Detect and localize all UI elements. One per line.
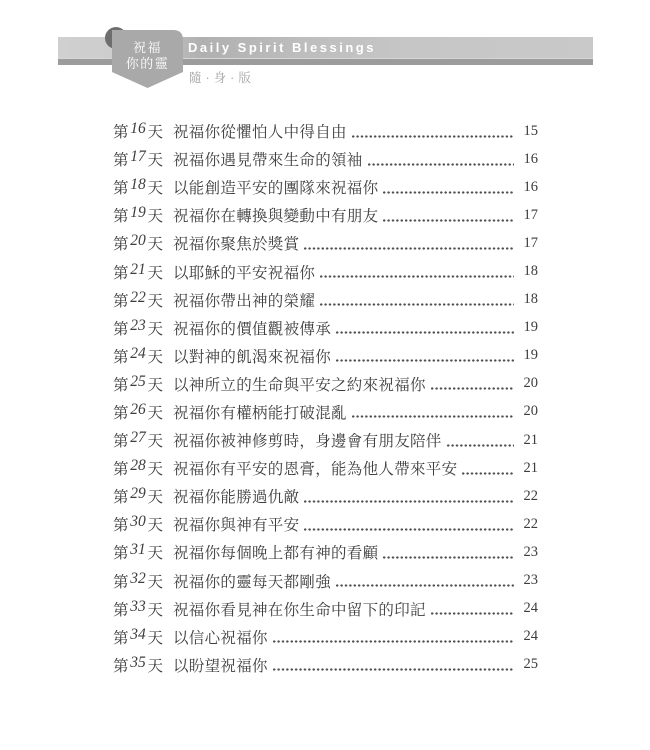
- day-prefix: 第: [113, 124, 129, 142]
- page-number: 18: [523, 291, 538, 308]
- dot-leader: [336, 359, 514, 362]
- day-prefix: 第: [113, 657, 129, 675]
- entry-title: 以神所立的生命與平安之約來祝福你: [173, 376, 426, 394]
- day-label: [113, 120, 163, 142]
- dot-leader: [336, 584, 514, 587]
- page-number: 19: [523, 347, 538, 364]
- day-prefix: 第: [113, 629, 129, 647]
- dot-leader: [462, 472, 514, 475]
- day-prefix: 第: [113, 152, 129, 170]
- day-prefix: 第: [113, 404, 129, 422]
- entry-title: 以對神的飢渴來祝福你: [173, 348, 332, 366]
- day-label: [113, 289, 163, 311]
- entry-title: 祝福你能勝過仇敵: [173, 489, 300, 507]
- entry-title: 祝福你的靈每天都剛強: [173, 573, 332, 591]
- day-number: 35: [130, 653, 146, 671]
- day-label: [113, 204, 163, 226]
- dot-leader: [336, 331, 514, 334]
- day-label: [113, 176, 163, 198]
- day-prefix: 第: [113, 320, 129, 338]
- page-number: 19: [523, 319, 538, 336]
- day-number: 25: [130, 372, 146, 390]
- day-suffix: 天: [147, 264, 163, 282]
- entry-title: 祝福你遇見帶來生命的領袖: [173, 152, 363, 170]
- day-suffix: 天: [147, 517, 163, 535]
- day-number: 16: [130, 120, 146, 138]
- page-number: 20: [523, 375, 538, 392]
- toc-entry: [113, 229, 538, 257]
- toc-entry: [113, 510, 538, 538]
- page-number: 23: [523, 572, 538, 589]
- entry-title: 以盼望祝福你: [173, 657, 268, 675]
- day-number: 20: [130, 232, 146, 250]
- day-label: [113, 570, 163, 592]
- toc-entry: [113, 482, 538, 510]
- day-number: 34: [130, 625, 146, 643]
- page-number: 23: [523, 543, 538, 560]
- day-number: 22: [130, 288, 146, 306]
- toc-entry: [113, 538, 538, 566]
- day-number: 31: [130, 541, 146, 559]
- page-number: 16: [523, 178, 538, 195]
- day-suffix: 天: [147, 292, 163, 310]
- page-number: 20: [523, 403, 538, 420]
- day-suffix: 天: [147, 404, 163, 422]
- dot-leader: [368, 163, 514, 166]
- toc-entry: [113, 370, 538, 398]
- day-suffix: 天: [147, 489, 163, 507]
- day-prefix: 第: [113, 461, 129, 479]
- entry-title: 祝福你與神有平安: [173, 517, 300, 535]
- entry-title: 祝福你有權柄能打破混亂: [173, 404, 347, 422]
- entry-title: 祝福你被神修剪時，身邊會有朋友陪伴: [173, 433, 442, 451]
- dot-leader: [320, 275, 514, 278]
- day-suffix: 天: [147, 124, 163, 142]
- day-number: 17: [130, 148, 146, 166]
- toc-entry: [113, 454, 538, 482]
- ribbon-title-line1: 祝福: [132, 40, 163, 55]
- day-label: [113, 261, 163, 283]
- entry-title: 祝福你看見神在你生命中留下的印記: [173, 601, 426, 619]
- day-suffix: 天: [147, 601, 163, 619]
- day-prefix: 第: [113, 180, 129, 198]
- toc-entry: [113, 595, 538, 623]
- dot-leader: [383, 191, 514, 194]
- day-prefix: 第: [113, 236, 129, 254]
- toc-entry: [113, 286, 538, 314]
- day-suffix: 天: [147, 180, 163, 198]
- toc-list: [113, 117, 538, 679]
- page-number: 17: [523, 206, 538, 223]
- day-number: 21: [130, 260, 146, 278]
- entry-title: 祝福你聚焦於獎賞: [173, 236, 300, 254]
- page-number: 21: [523, 431, 538, 448]
- dot-leader: [352, 135, 514, 138]
- day-prefix: 第: [113, 348, 129, 366]
- entry-title: 以能創造平安的團隊來祝福你: [173, 180, 379, 198]
- dot-leader: [383, 219, 514, 222]
- day-prefix: 第: [113, 376, 129, 394]
- day-suffix: 天: [147, 320, 163, 338]
- entry-title: 祝福你每個晚上都有神的看顧: [173, 545, 379, 563]
- dot-leader: [273, 640, 514, 643]
- toc-entry: [113, 651, 538, 679]
- entry-title: 以信心祝福你: [173, 629, 268, 647]
- day-label: [113, 345, 163, 367]
- toc-entry: [113, 201, 538, 229]
- dot-leader: [383, 556, 514, 559]
- entry-title: 以耶穌的平安祝福你: [173, 264, 316, 282]
- dot-leader: [447, 444, 514, 447]
- toc-entry: [113, 567, 538, 595]
- series-title: Daily Spirit Blessings: [188, 40, 376, 55]
- page-header: [0, 0, 650, 110]
- day-suffix: 天: [147, 152, 163, 170]
- day-number: 28: [130, 457, 146, 475]
- day-label: [113, 317, 163, 339]
- page-number: 16: [523, 150, 538, 167]
- day-prefix: 第: [113, 545, 129, 563]
- day-suffix: 天: [147, 236, 163, 254]
- day-prefix: 第: [113, 517, 129, 535]
- page-number: 15: [523, 122, 538, 139]
- page-number: 17: [523, 234, 538, 251]
- toc-entry: [113, 623, 538, 651]
- entry-title: 祝福你的價值觀被傳承: [173, 320, 332, 338]
- day-number: 24: [130, 344, 146, 362]
- day-label: [113, 485, 163, 507]
- page-number: 21: [523, 459, 538, 476]
- day-number: 30: [130, 513, 146, 531]
- page-number: 24: [523, 628, 538, 645]
- day-prefix: 第: [113, 433, 129, 451]
- bookmark-ribbon-icon: [90, 18, 190, 103]
- entry-title: 祝福你在轉換與變動中有朋友: [173, 208, 379, 226]
- toc-entry: [113, 426, 538, 454]
- dot-leader: [304, 528, 514, 531]
- day-suffix: 天: [147, 433, 163, 451]
- toc-entry: [113, 314, 538, 342]
- day-number: 19: [130, 204, 146, 222]
- day-suffix: 天: [147, 629, 163, 647]
- entry-title: 祝福你帶出神的榮耀: [173, 292, 316, 310]
- day-suffix: 天: [147, 657, 163, 675]
- day-number: 29: [130, 485, 146, 503]
- day-label: [113, 598, 163, 620]
- day-suffix: 天: [147, 461, 163, 479]
- toc-entry: [113, 342, 538, 370]
- day-label: [113, 541, 163, 563]
- day-label: [113, 148, 163, 170]
- day-label: [113, 373, 163, 395]
- day-label: [113, 232, 163, 254]
- day-suffix: 天: [147, 348, 163, 366]
- page-number: 24: [523, 600, 538, 617]
- day-prefix: 第: [113, 601, 129, 619]
- day-prefix: 第: [113, 489, 129, 507]
- dot-leader: [431, 387, 514, 390]
- dot-leader: [320, 303, 514, 306]
- day-number: 27: [130, 429, 146, 447]
- day-label: [113, 626, 163, 648]
- toc-entry: [113, 117, 538, 145]
- day-number: 26: [130, 400, 146, 418]
- day-suffix: 天: [147, 208, 163, 226]
- day-number: 33: [130, 597, 146, 615]
- dot-leader: [352, 415, 514, 418]
- day-label: [113, 513, 163, 535]
- toc-entry: [113, 145, 538, 173]
- day-suffix: 天: [147, 376, 163, 394]
- page-number: 22: [523, 487, 538, 504]
- day-number: 23: [130, 316, 146, 334]
- day-number: 32: [130, 569, 146, 587]
- toc-entry: [113, 257, 538, 285]
- page-number: 22: [523, 515, 538, 532]
- day-label: [113, 401, 163, 423]
- day-label: [113, 457, 163, 479]
- toc-entry: [113, 173, 538, 201]
- dot-leader: [304, 247, 514, 250]
- day-prefix: 第: [113, 264, 129, 282]
- dot-leader: [304, 500, 514, 503]
- entry-title: 祝福你從懼怕人中得自由: [173, 124, 347, 142]
- dot-leader: [273, 668, 514, 671]
- day-number: 18: [130, 176, 146, 194]
- day-suffix: 天: [147, 573, 163, 591]
- toc-entry: [113, 398, 538, 426]
- ribbon-title-line2: 你的靈: [125, 56, 170, 71]
- day-prefix: 第: [113, 573, 129, 591]
- page-number: 25: [523, 656, 538, 673]
- edition-label: 隨·身·版: [189, 71, 255, 85]
- day-label: [113, 429, 163, 451]
- day-suffix: 天: [147, 545, 163, 563]
- page-number: 18: [523, 263, 538, 280]
- dot-leader: [431, 612, 514, 615]
- day-prefix: 第: [113, 208, 129, 226]
- day-prefix: 第: [113, 292, 129, 310]
- day-label: [113, 654, 163, 676]
- entry-title: 祝福你有平安的恩膏，能為他人帶來平安: [173, 461, 458, 479]
